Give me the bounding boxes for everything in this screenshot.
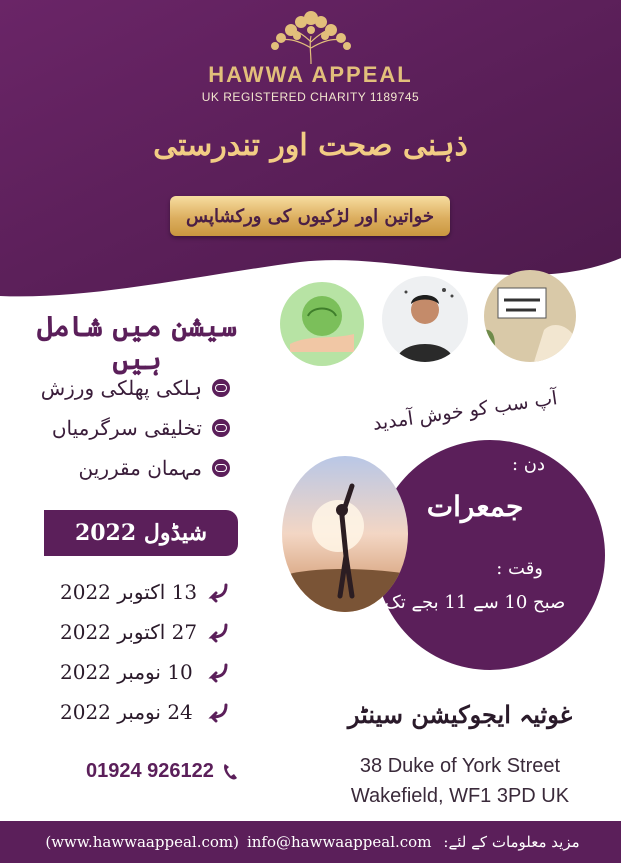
- session-item-label: تخلیقی سرگرمیاں: [51, 416, 202, 440]
- schedule-date: 24 نومبر 2022: [60, 700, 193, 724]
- session-item-label: مہمان مقررین: [78, 456, 202, 480]
- young-man-portrait-image: [382, 276, 468, 362]
- address-line-2: Wakefield, WF1 3PD UK: [350, 785, 570, 807]
- curved-arrow-icon: [208, 581, 230, 603]
- phone-contact: [86, 760, 238, 783]
- logo: [0, 8, 621, 104]
- schedule-list: [60, 572, 230, 732]
- list-item: [60, 572, 230, 612]
- list-item: [40, 408, 230, 448]
- welcome-text: آپ سب کو خوش آمدید: [371, 387, 559, 435]
- footer-email-link[interactable]: info@hawwaappeal.com: [246, 833, 432, 851]
- list-item: [40, 368, 230, 408]
- footer-website-link[interactable]: (www.hawwaappeal.com): [45, 833, 239, 851]
- footer-label: مزید معلومات کے لئے:: [443, 833, 580, 851]
- mental-health-sign-image: [484, 270, 576, 362]
- curved-arrow-icon: [208, 621, 230, 643]
- footer-bar: [0, 821, 621, 863]
- brain-icon: [212, 379, 230, 397]
- page-title: ذہنی صحت اور تندرستی: [153, 128, 468, 163]
- time-value: صبح 10 سے 11 بجے تک: [384, 592, 566, 613]
- list-item: [60, 692, 230, 732]
- list-item: [40, 448, 230, 488]
- brain-icon: [212, 459, 230, 477]
- list-item: [60, 652, 230, 692]
- list-item: [60, 612, 230, 652]
- schedule-date: 10 نومبر 2022: [60, 660, 193, 684]
- day-label: دن :: [511, 454, 545, 475]
- event-details: [375, 440, 605, 670]
- venue-name: غوثیہ ایجوکیشن سینٹر: [347, 700, 573, 729]
- schedule-date: 13 اکتوبر 2022: [60, 580, 198, 604]
- brand-name: HAWWA APPEAL: [208, 62, 413, 87]
- session-title: سیشن میں شامل ہیں: [37, 310, 237, 376]
- brain-hand-image: [280, 282, 364, 366]
- session-item-label: ہلکی پھلکی ورزش: [40, 376, 202, 400]
- charity-number: UK REGISTERED CHARITY 1189745: [201, 90, 420, 104]
- curved-arrow-icon: [208, 701, 230, 723]
- brain-icon: [212, 419, 230, 437]
- schedule-title: شیڈول 2022: [44, 510, 238, 556]
- phone-icon: [222, 763, 238, 781]
- schedule-date: 27 اکتوبر 2022: [60, 620, 198, 644]
- session-list: [40, 368, 230, 488]
- phone-number[interactable]: 01924 926122: [86, 760, 214, 782]
- tree-icon: [251, 8, 371, 66]
- subtitle-banner: خواتین اور لڑکیوں کی ورکشاپس: [170, 196, 450, 236]
- day-value: جمعرات: [426, 490, 524, 523]
- curved-arrow-icon: [208, 661, 230, 683]
- address-line-1: 38 Duke of York Street: [359, 755, 561, 777]
- time-label: وقت :: [496, 558, 543, 579]
